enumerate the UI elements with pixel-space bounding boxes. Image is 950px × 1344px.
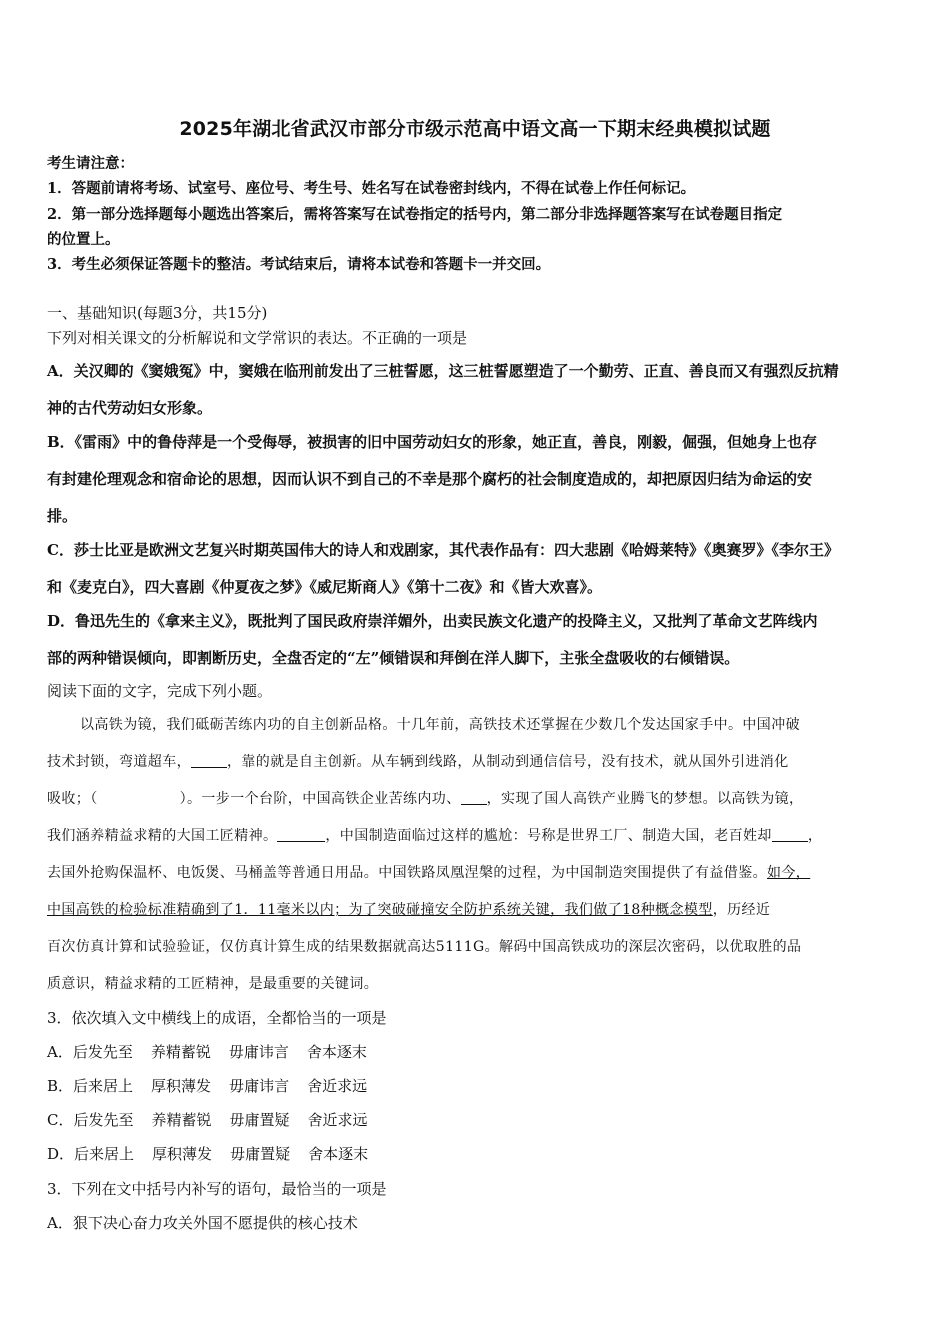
fill-blank-3 [277,827,325,842]
passage-text: ）。一步一个台阶，中国高铁企业苦练内功、 [179,791,461,807]
question-3-stem: 3．依次填入文中横线上的成语，全都恰当的一项是 [47,1009,387,1027]
option-word: 养精蓄锐 [150,1043,211,1061]
passage-text: ，历经近 [712,902,771,918]
option-word: 后发先至 [72,1043,133,1061]
page-title: 2025年湖北省武汉市部分市级示范高中语文高一下期末经典模拟试题 [179,118,771,140]
option-word: 毋庸讳言 [228,1043,289,1061]
option-label: C． [47,1111,74,1129]
option-word: 养精蓄锐 [151,1111,212,1129]
passage-line-6 [47,899,770,919]
option-b-line-2: 有封建伦理观念和宿命论的思想，因而认识不到自己的不幸是那个腐朽的社会制度造成的，却把原因归结为命运的安 [47,470,813,488]
passage-line-1: 以高铁为镜，我们砥砺苦练内功的自主创新品格。十几年前，高铁技术还掌握在少数几个发达国家手中。中国冲破 [80,717,800,733]
q4-option-a: A．狠下决心奋力攻关外国不愿提供的核心技术 [47,1214,358,1232]
option-d-line-1: D．鲁迅先生的《拿来主义》，既批判了国民政府崇洋媚外，出卖民族文化遗产的投降主义，又批判了革命文艺阵线内 [47,612,818,630]
notice-item-2-cont: 的位置上。 [47,231,120,248]
passage-text: ， [807,828,823,844]
option-word: 舍本逐末 [306,1043,367,1061]
section-heading: 一、基础知识(每题3分，共15分) [47,304,268,322]
q3-option-c [47,1109,368,1130]
option-word: 后来居上 [73,1077,134,1095]
option-word: 舍近求远 [307,1111,368,1129]
fill-blank-2 [461,790,487,805]
option-label: D． [47,1145,75,1163]
q3-option-d [47,1143,368,1164]
passage-text: 我们涵养精益求精的大国工匠精神。 [47,828,278,844]
passage-text: 吸收；（ [47,791,98,807]
option-word: 毋庸置疑 [229,1111,290,1129]
passage-line-2 [47,751,789,771]
passage-text: ，中国制造面临过这样的尴尬：号称是世界工厂、制造大国，老百姓却 [325,828,772,844]
reading-intro: 阅读下面的文字，完成下列小题。 [47,682,273,700]
question-4-stem: 3．下列在文中括号内补写的语句，最恰当的一项是 [47,1180,387,1198]
option-label: B． [47,1077,74,1095]
option-word: 舍近求远 [307,1077,368,1095]
option-c-line-2: 和《麦克白》，四大喜剧《仲夏夜之梦》《威尼斯商人》《第十二夜》和《皆大欢喜》。 [47,578,603,596]
fill-blank-4 [772,827,808,842]
option-word: 毋庸置疑 [230,1145,291,1163]
q3-option-a [47,1041,367,1062]
option-word: 厚积薄发 [151,1077,212,1095]
option-b-line-3: 排。 [47,507,78,525]
passage-text: ，实现了国人高铁产业腾飞的梦想。以高铁为镜， [486,791,804,807]
passage-text: 技术封锁，弯道超车， [47,754,191,770]
fill-blank-1 [191,753,227,768]
option-d-line-2: 部的两种错误倾向，即割断历史，全盘否定的“左”倾错误和拜倒在洋人脚下，主张全盘吸收的右倾错误。 [47,649,740,667]
passage-text: 去国外抢购保温杯、电饭煲、马桶盖等普通日用品。中国铁路凤凰涅槃的过程，为中国制造突围提供了有益借鉴。 [47,865,767,881]
passage-line-3 [47,788,803,808]
option-word: 后发先至 [73,1111,134,1129]
option-a-line-1: A．关汉卿的《窦娥冤》中，窦娥在临刑前发出了三桩誓愿，这三桩誓愿塑造了一个勤劳、正直、善良而又有强烈反抗精 [47,362,839,380]
option-label: A． [47,1043,73,1061]
underlined-text: 如今， [767,865,811,881]
question-1-stem: 下列对相关课文的分析解说和文学常识的表达。不正确的一项是 [47,329,468,347]
notice-item-2: 2．第一部分选择题每小题选出答案后，需将答案写在试卷指定的括号内，第二部分非选择题答案写在试卷题目指定 [47,206,783,223]
option-word: 舍本逐末 [308,1145,369,1163]
option-b-line-1: B．《雷雨》中的鲁侍萍是一个受侮辱，被损害的旧中国劳动妇女的形象，她正直，善良，刚毅，倔强，但她身上也存 [47,433,818,451]
notice-heading: 考生请注意： [47,155,134,172]
option-a-line-2: 神的古代劳动妇女形象。 [47,399,213,417]
underlined-text: 中国高铁的检验标准精确到了1．11毫米以内；为了突破碰撞安全防护系统关键，我们做了18种概念模型 [47,902,713,918]
notice-item-3: 3．考生必须保证答题卡的整洁。考试结束后，请将本试卷和答题卡一并交回。 [47,256,551,273]
q3-option-b [47,1075,367,1096]
passage-line-5 [47,862,810,882]
option-word: 后来居上 [74,1145,135,1163]
option-word: 毋庸讳言 [229,1077,290,1095]
passage-text: ，靠的就是自主创新。从车辆到线路，从制动到通信信号，没有技术，就从国外引进消化 [227,754,789,770]
option-word: 厚积薄发 [152,1145,213,1163]
passage-line-4 [47,825,822,845]
passage-line-7: 百次仿真计算和试验验证，仅仿真计算生成的结果数据就高达5111G。解码中国高铁成功的深层次密码，以优取胜的品 [47,939,802,955]
notice-item-1: 1．答题前请将考场、试室号、座位号、考生号、姓名写在试卷密封线内，不得在试卷上作任何标记。 [47,180,696,197]
option-c-line-1: C．莎士比亚是欧洲文艺复兴时期英国伟大的诗人和戏剧家，其代表作品有：四大悲剧《哈姆莱特》《奥赛罗》《李尔王》 [47,541,839,559]
passage-line-8: 质意识，精益求精的工匠精神，是最重要的关键词。 [47,976,379,992]
